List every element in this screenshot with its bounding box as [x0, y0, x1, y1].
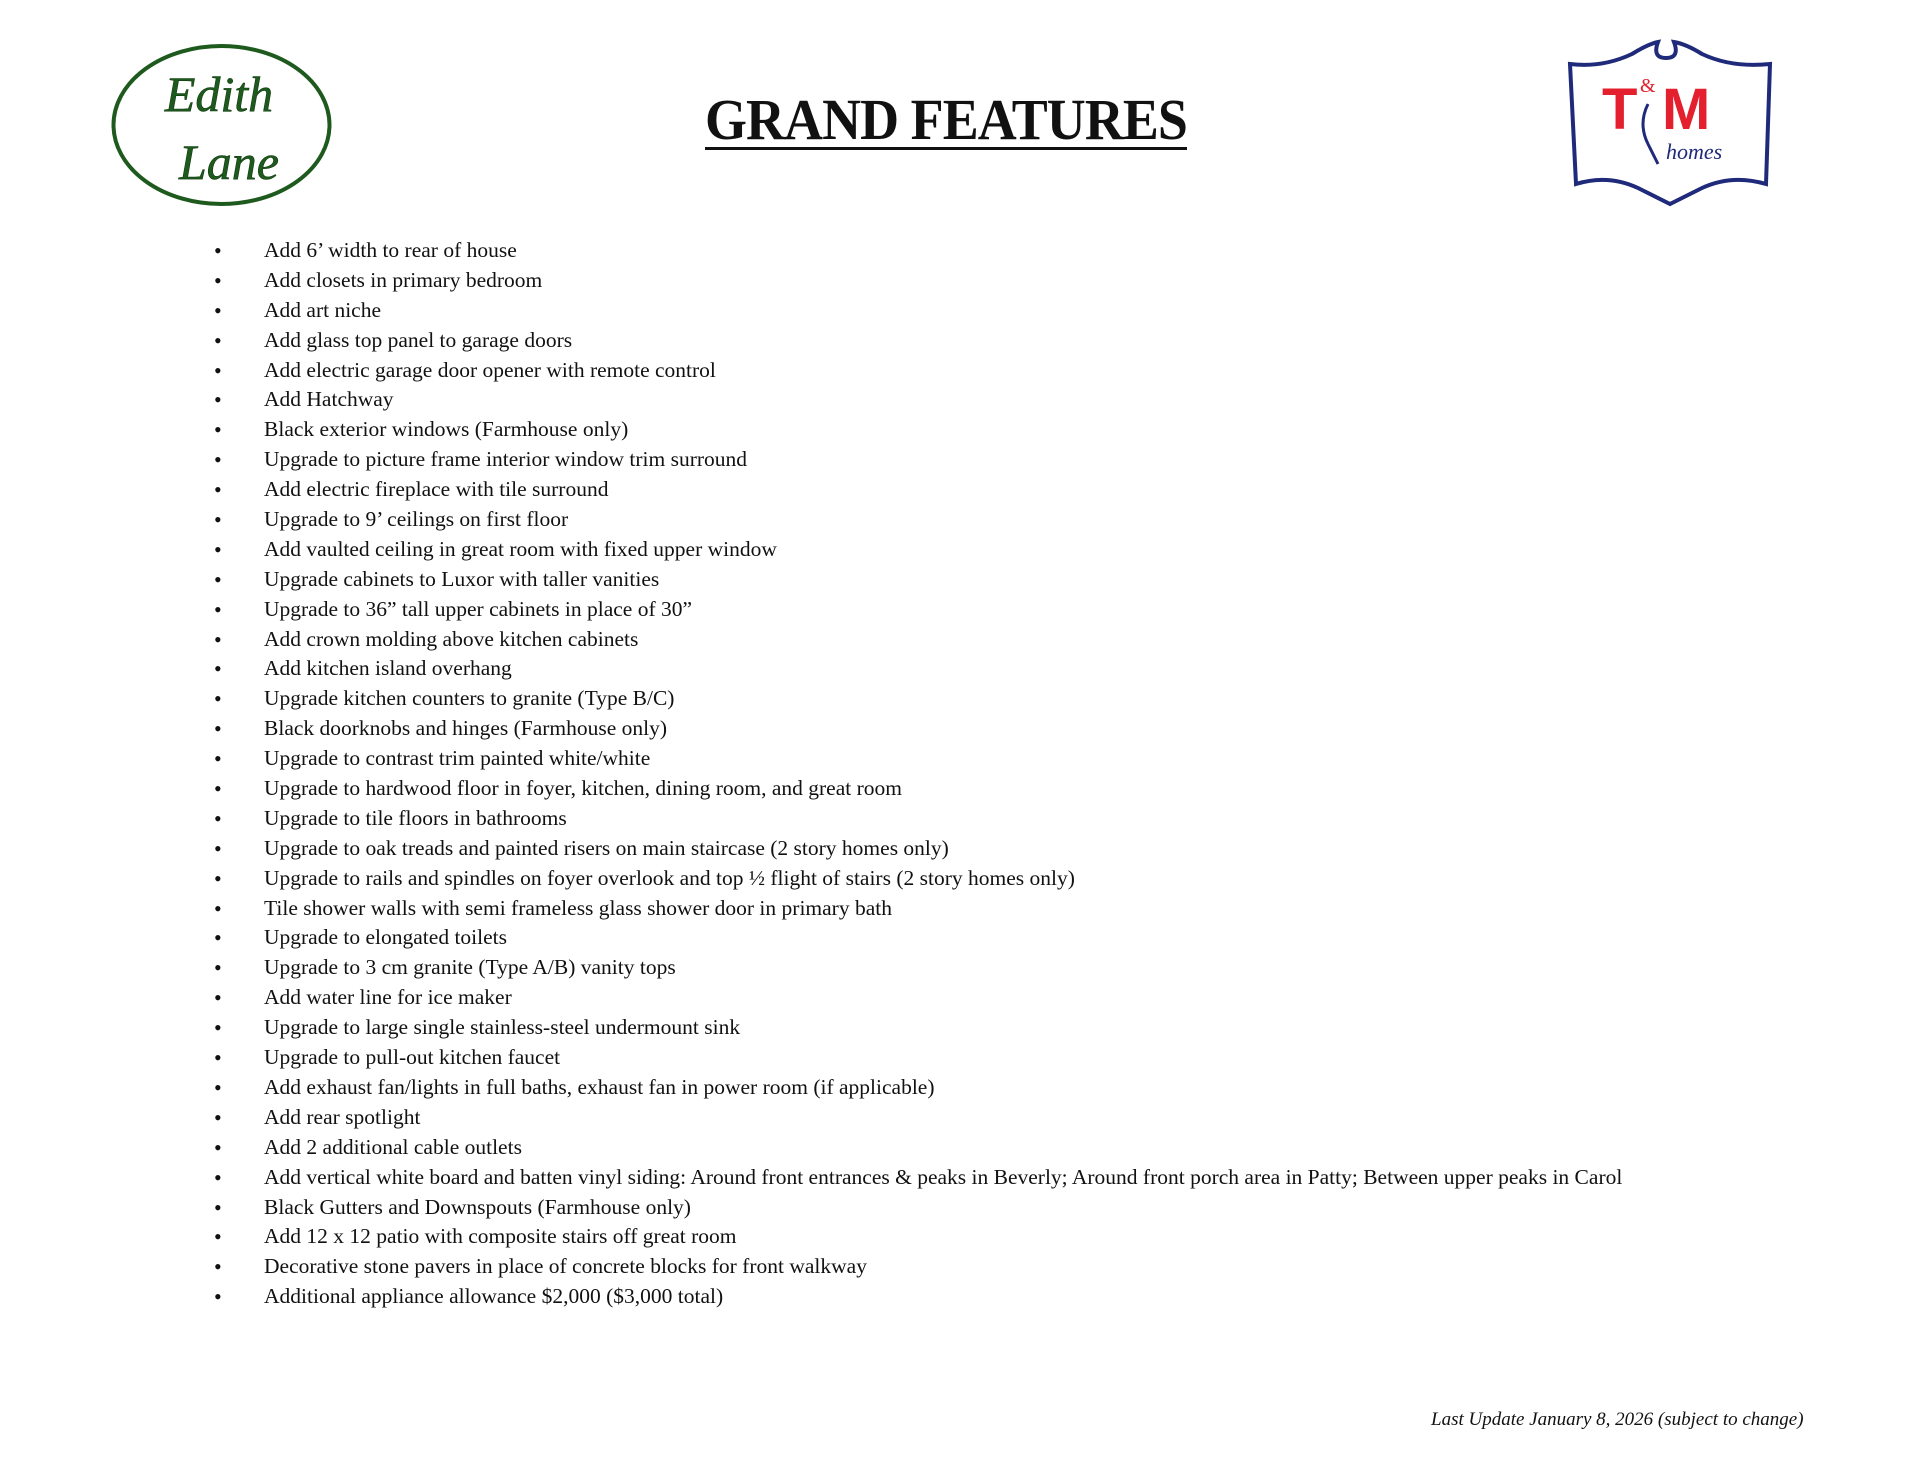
list-item: • Add 2 additional cable outlets: [214, 1133, 1622, 1163]
list-item: • Add water line for ice maker: [214, 983, 1622, 1013]
list-item: • Add exhaust fan/lights in full baths, exhaust fan in power room (if applicable): [214, 1073, 1622, 1103]
svg-text:Edith: Edith: [164, 66, 274, 122]
list-item: • Black exterior windows (Farmhouse only): [214, 415, 1622, 445]
list-item: • Add rear spotlight: [214, 1103, 1622, 1133]
list-item: • Upgrade to 3 cm granite (Type A/B) vanity tops: [214, 953, 1622, 983]
features-list: [214, 236, 1622, 1312]
list-item: • Upgrade to elongated toilets: [214, 923, 1622, 953]
last-update-note: Last Update January 8, 2026 (subject to change): [1431, 1409, 1804, 1430]
list-item: • Add glass top panel to garage doors: [214, 326, 1622, 356]
list-item: • Upgrade to 36” tall upper cabinets in place of 30”: [214, 595, 1622, 625]
list-item: • Add art niche: [214, 296, 1622, 326]
list-item: • Add 6’ width to rear of house: [214, 236, 1622, 266]
svg-text:homes: homes: [1666, 139, 1723, 164]
list-item: • Add Hatchway: [214, 385, 1622, 415]
page-title: [66, 86, 1826, 153]
list-item: • Upgrade to tile floors in bathrooms: [214, 804, 1622, 834]
list-item: • Upgrade to pull-out kitchen faucet: [214, 1043, 1622, 1073]
svg-text:T: T: [1602, 77, 1638, 142]
title-text: GRAND FEATURES: [704, 87, 1187, 152]
list-item: • Add closets in primary bedroom: [214, 266, 1622, 296]
list-item: • Add vaulted ceiling in great room with fixed upper window: [214, 535, 1622, 565]
list-item: • Upgrade to picture frame interior window trim surround: [214, 445, 1622, 475]
list-item: • Upgrade cabinets to Luxor with taller vanities: [214, 565, 1622, 595]
list-item: • Decorative stone pavers in place of concrete blocks for front walkway: [214, 1252, 1622, 1282]
list-item: • Add electric garage door opener with remote control: [214, 356, 1622, 386]
list-item: • Upgrade kitchen counters to granite (Type B/C): [214, 684, 1622, 714]
list-item: • Add crown molding above kitchen cabinets: [214, 625, 1622, 655]
list-item: • Upgrade to 9’ ceilings on first floor: [214, 505, 1622, 535]
list-item: • Black Gutters and Downspouts (Farmhouse only): [214, 1193, 1622, 1223]
list-item: • Upgrade to rails and spindles on foyer overlook and top ½ flight of stairs (2 story homes only): [214, 864, 1622, 894]
list-item: • Upgrade to contrast trim painted white/white: [214, 744, 1622, 774]
list-item: • Upgrade to oak treads and painted risers on main staircase (2 story homes only): [214, 834, 1622, 864]
svg-text:&: &: [1640, 75, 1656, 97]
list-item: • Add electric fireplace with tile surround: [214, 475, 1622, 505]
list-item: • Additional appliance allowance $2,000 ($3,000 total): [214, 1282, 1622, 1312]
list-item: • Add 12 x 12 patio with composite stairs off great room: [214, 1222, 1622, 1252]
list-item: • Upgrade to large single stainless-steel undermount sink: [214, 1013, 1622, 1043]
svg-text:M: M: [1662, 77, 1711, 142]
list-item: • Upgrade to hardwood floor in foyer, kitchen, dining room, and great room: [214, 774, 1622, 804]
list-item: • Black doorknobs and hinges (Farmhouse only): [214, 714, 1622, 744]
list-item: • Add vertical white board and batten vinyl siding: Around front entrances & peaks in Beverly; Around front porch area in Patty; Between upper peaks in Carol: [214, 1163, 1622, 1193]
list-item: • Tile shower walls with semi frameless glass shower door in primary bath: [214, 894, 1622, 924]
svg-text:Lane: Lane: [179, 134, 279, 190]
list-item: • Add kitchen island overhang: [214, 654, 1622, 684]
